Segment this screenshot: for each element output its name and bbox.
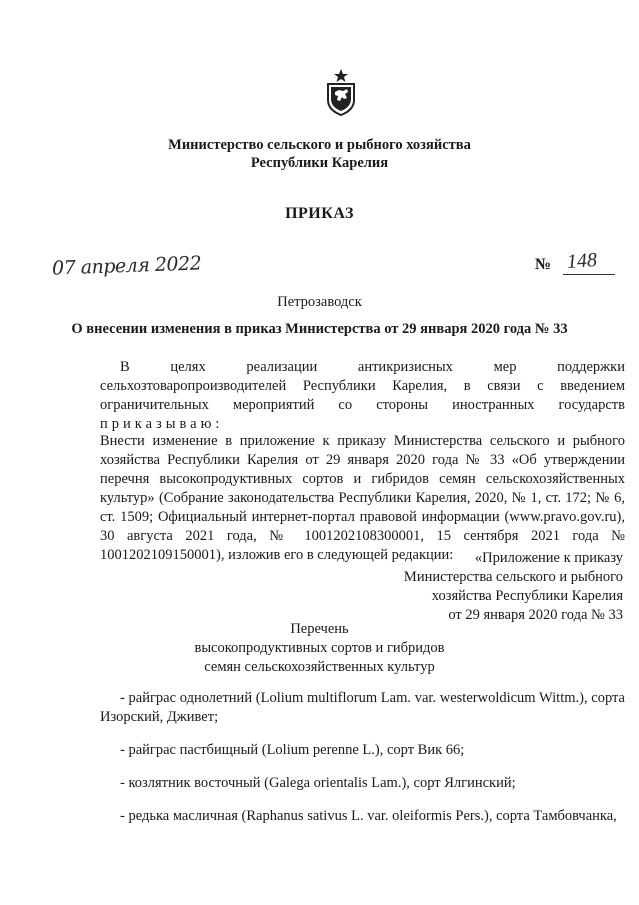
appendix-line-2: Министерства сельского и рыбного (403, 569, 623, 585)
number-label: № (535, 256, 552, 273)
city-name: Петрозаводск (277, 294, 362, 310)
list-title-line-3: семян сельскохозяйственных культур (204, 659, 435, 675)
document-title: ПРИКАЗ (285, 205, 354, 222)
karelia-coat-of-arms-icon (322, 68, 360, 116)
main-paragraph: Внести изменение в приложение к приказу Министерства сельского и рыбного хозяйства Республики Карелия от 29 января 2020 года № 33 «Об утверждении перечня высокопродуктивных сортов и гибридов семян сельскохозяйственных культур» (Собрание законодательства Республики Карелия, 2020, № 1, ст. 172; № 6, ст. 1509; Официальный интернет-портал правовой информации (www.pravo.gov.ru), 30 августа 2021 года, № 1001202108300001, 15 сентября 2021 года № 1001202109150001), изложив его в следующей редакции: (100, 433, 625, 563)
list-title-line-1: Перечень (290, 621, 349, 637)
organization-name (0, 136, 639, 172)
list-item: - райграс однолетний (Lolium multiflorum Lam. var. westerwoldicum Wittm.), сорта Изорский, Дживет; (100, 690, 625, 725)
list-item: - редька масличная (Raphanus sativus L. var. oleiformis Pers.), сорта Тамбовчанка, (120, 808, 617, 824)
varieties-list (100, 689, 625, 840)
preamble-line-3: ограничительных мероприятий со стороны иностранных государств (100, 397, 625, 413)
preamble-line-1: В целях реализации антикризисных мер поддержки (120, 359, 625, 375)
organization-line-1: Министерство сельского и рыбного хозяйства (168, 137, 471, 153)
order-word: приказываю: (100, 416, 224, 432)
order-subject: О внесении изменения в приказ Министерства от 29 января 2020 года № 33 (71, 321, 568, 337)
appendix-heading (404, 549, 623, 625)
organization-line-2: Республики Карелия (250, 155, 389, 171)
list-item: - райграс пастбищный (Lolium perenne L.), сорт Вик 66; (120, 742, 465, 758)
appendix-line-3: хозяйства Республики Карелия (431, 588, 623, 604)
document-number (535, 250, 615, 276)
number-underline (563, 274, 615, 275)
preamble-paragraph (100, 358, 625, 434)
list-title (0, 620, 639, 677)
preamble-line-2: сельхозтоваропроизводителей Республики Карелия, в связи с введением (100, 378, 625, 394)
handwritten-date: 07 апреля 2022 (51, 252, 202, 280)
number-value-handwritten: 148 (566, 248, 598, 274)
list-item: - козлятник восточный (Galega orientalis Lam.), сорт Ялгинский; (120, 775, 516, 791)
list-title-line-2: высокопродуктивных сортов и гибридов (194, 640, 445, 656)
appendix-line-1: «Приложение к приказу (474, 550, 623, 566)
appendix-line-4: от 29 января 2020 года № 33 (448, 607, 623, 623)
